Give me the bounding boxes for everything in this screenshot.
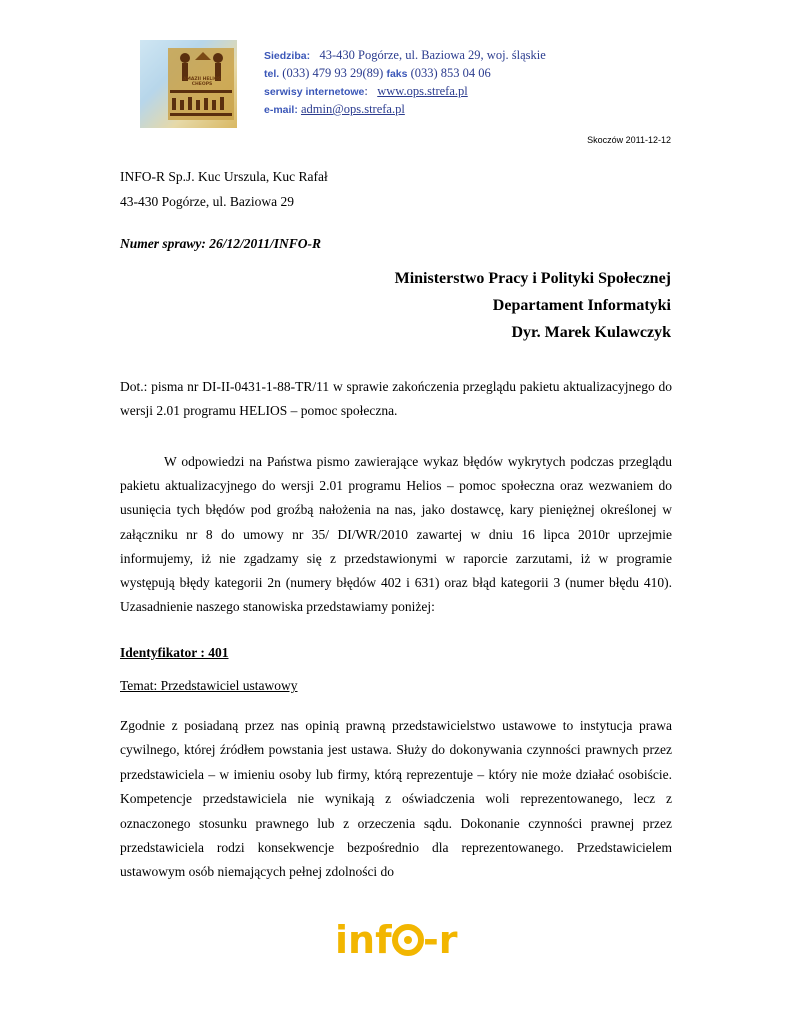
case-number: Numer sprawy: 26/12/2011/INFO-R (120, 236, 322, 251)
email-link[interactable]: admin@ops.strefa.pl (300, 102, 405, 116)
section-paragraph: Zgodnie z posiadaną przez nas opinią prawną przedstawicielstwo ustawowe to instytucja prawa cywilnego, której źródłem powstania jest ustawa. Służy do dokonywania czynności prawnych przez przedstawiciela – w imieniu osoby lub firmy, którą reprezentuje – który nie może działać osobiście. Kompetencje przedstawiciela nie wynikają z oświadczenia woli reprezentowanego, lecz z oznaczonego stosunku prawnego lub z orzeczenia sądu. Dokonanie czynności prawnej przez przedstawiciela rodzi konsekwencje bezpośrednio dla reprezentowanego. Przedstawicielem ustawowym osób niemających pełnej zdolności do (120, 718, 672, 880)
email-label: e-mail: (264, 104, 298, 116)
contact-block (264, 47, 546, 119)
phone-value: (033) 479 93 29(89) (282, 66, 384, 80)
sender-block (120, 164, 328, 214)
fax-value: (033) 853 04 06 (410, 66, 491, 80)
fax-label: faks (386, 68, 408, 80)
main-paragraph: W odpowiedzi na Państwa pismo zawierające wykaz błędów wykrytych podczas przeglądu pakietu aktualizacyjnego do wersji 2.01 programu Helios – pomoc społeczna oraz wezwaniem do usunięcia tych błędów pod groźbą nałożenia na nas, jako dostawcę, kary pieniężnej określonej w załączniku nr 8 do umowy nr 35/ DI/WR/2010 zawartej w dniu 16 lipca 2010r uprzejmie informujemy, iż nie zgadzamy się z przedstawionymi w raporcie zarzutami, iż w programie występują błędy kategorii 2n (numery błędów 402 i 631) oraz błąd kategorii 3 (numer błędu 410). Uzasadnienie naszego stanowiska przedstawiamy poniżej: (120, 454, 672, 615)
contact-address-line (264, 47, 546, 65)
address-label: Siedziba: (264, 50, 311, 62)
section-identifier: Identyfikator : 401 (120, 645, 229, 660)
sender-address: 43-430 Pogórze, ul. Baziowa 29 (120, 194, 294, 209)
company-logo (140, 40, 237, 128)
web-separator: : (364, 84, 368, 98)
recipient-ministry: Ministerstwo Pracy i Polityki Społecznej (394, 270, 671, 287)
phone-label: tel. (264, 68, 280, 80)
recipient-block (395, 265, 671, 346)
letter-date: Skoczów 2011-12-12 (587, 135, 671, 145)
contact-email-line (264, 101, 546, 119)
address-value: 43-430 Pogórze, ul. Baziowa 29, woj. śląskie (319, 48, 546, 62)
subject-line: Dot.: pisma nr DI-II-0431-1-88-TR/11 w sprawie zakończenia przeglądu pakietu aktualizacyjnego do wersji 2.01 programu HELIOS – pomoc społeczna. (120, 379, 672, 418)
recipient-person: Dyr. Marek Kulawczyk (511, 324, 671, 341)
logo-caption: AMAZII HELIOS CHEOPS (182, 77, 222, 87)
web-label: serwisy internetowe (264, 86, 365, 98)
recipient-department: Departament Informatyki (492, 297, 671, 314)
contact-phone-line (264, 65, 546, 83)
infor-footer-logo (335, 915, 465, 963)
contact-web-line (264, 83, 546, 101)
sender-name: INFO-R Sp.J. Kuc Urszula, Kuc Rafał (120, 169, 328, 184)
footer-logo-text-b: -r (423, 918, 458, 962)
footer-logo-dot-icon (404, 936, 412, 944)
footer-logo-text-a: inf (335, 918, 392, 962)
website-link[interactable]: www.ops.strefa.pl (377, 84, 468, 98)
section-topic: Temat: Przedstawiciel ustawowy (120, 678, 298, 693)
